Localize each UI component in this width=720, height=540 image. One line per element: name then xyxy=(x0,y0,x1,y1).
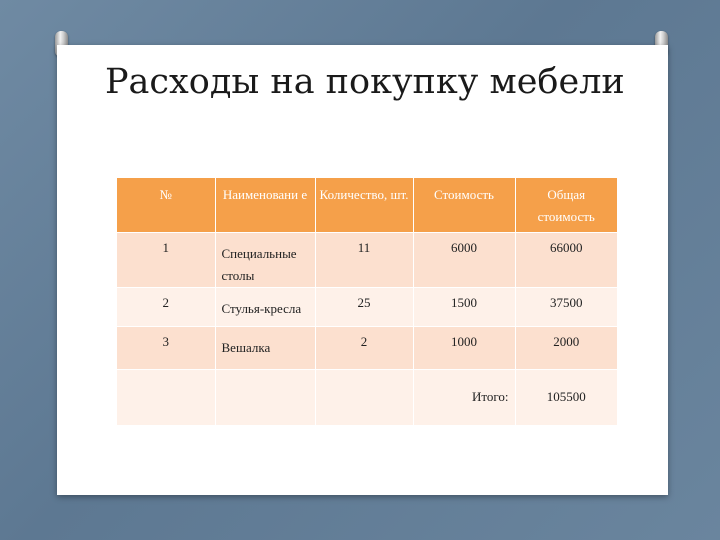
cell-name: Вешалка xyxy=(215,327,315,370)
table-row xyxy=(117,288,617,327)
cell-number: 2 xyxy=(117,288,215,327)
cell-empty xyxy=(315,370,413,426)
cell-name: Стулья-кресла xyxy=(215,288,315,327)
cell-quantity: 25 xyxy=(315,288,413,327)
cell-number: 1 xyxy=(117,233,215,288)
cell-empty xyxy=(117,370,215,426)
header-name: Наименовани е xyxy=(215,178,315,233)
total-value: 105500 xyxy=(515,370,617,426)
cell-price: 6000 xyxy=(413,233,515,288)
cell-total: 66000 xyxy=(515,233,617,288)
cell-price: 1000 xyxy=(413,327,515,370)
header-total-cost: Общая стоимость xyxy=(515,178,617,233)
cell-total: 2000 xyxy=(515,327,617,370)
total-label: Итого: xyxy=(413,370,515,426)
cell-price: 1500 xyxy=(413,288,515,327)
header-number: № xyxy=(117,178,215,233)
table-header-row xyxy=(117,178,617,233)
table-row xyxy=(117,233,617,288)
cell-empty xyxy=(215,370,315,426)
furniture-expenses-table xyxy=(117,178,617,425)
header-quantity: Количество, шт. xyxy=(315,178,413,233)
cell-total: 37500 xyxy=(515,288,617,327)
cell-quantity: 11 xyxy=(315,233,413,288)
table-row xyxy=(117,327,617,370)
table-total-row xyxy=(117,370,617,426)
cell-number: 3 xyxy=(117,327,215,370)
header-price: Стоимость xyxy=(413,178,515,233)
cell-quantity: 2 xyxy=(315,327,413,370)
slide-title: Расходы на покупку мебели xyxy=(105,62,625,102)
cell-name: Специальные столы xyxy=(215,233,315,288)
